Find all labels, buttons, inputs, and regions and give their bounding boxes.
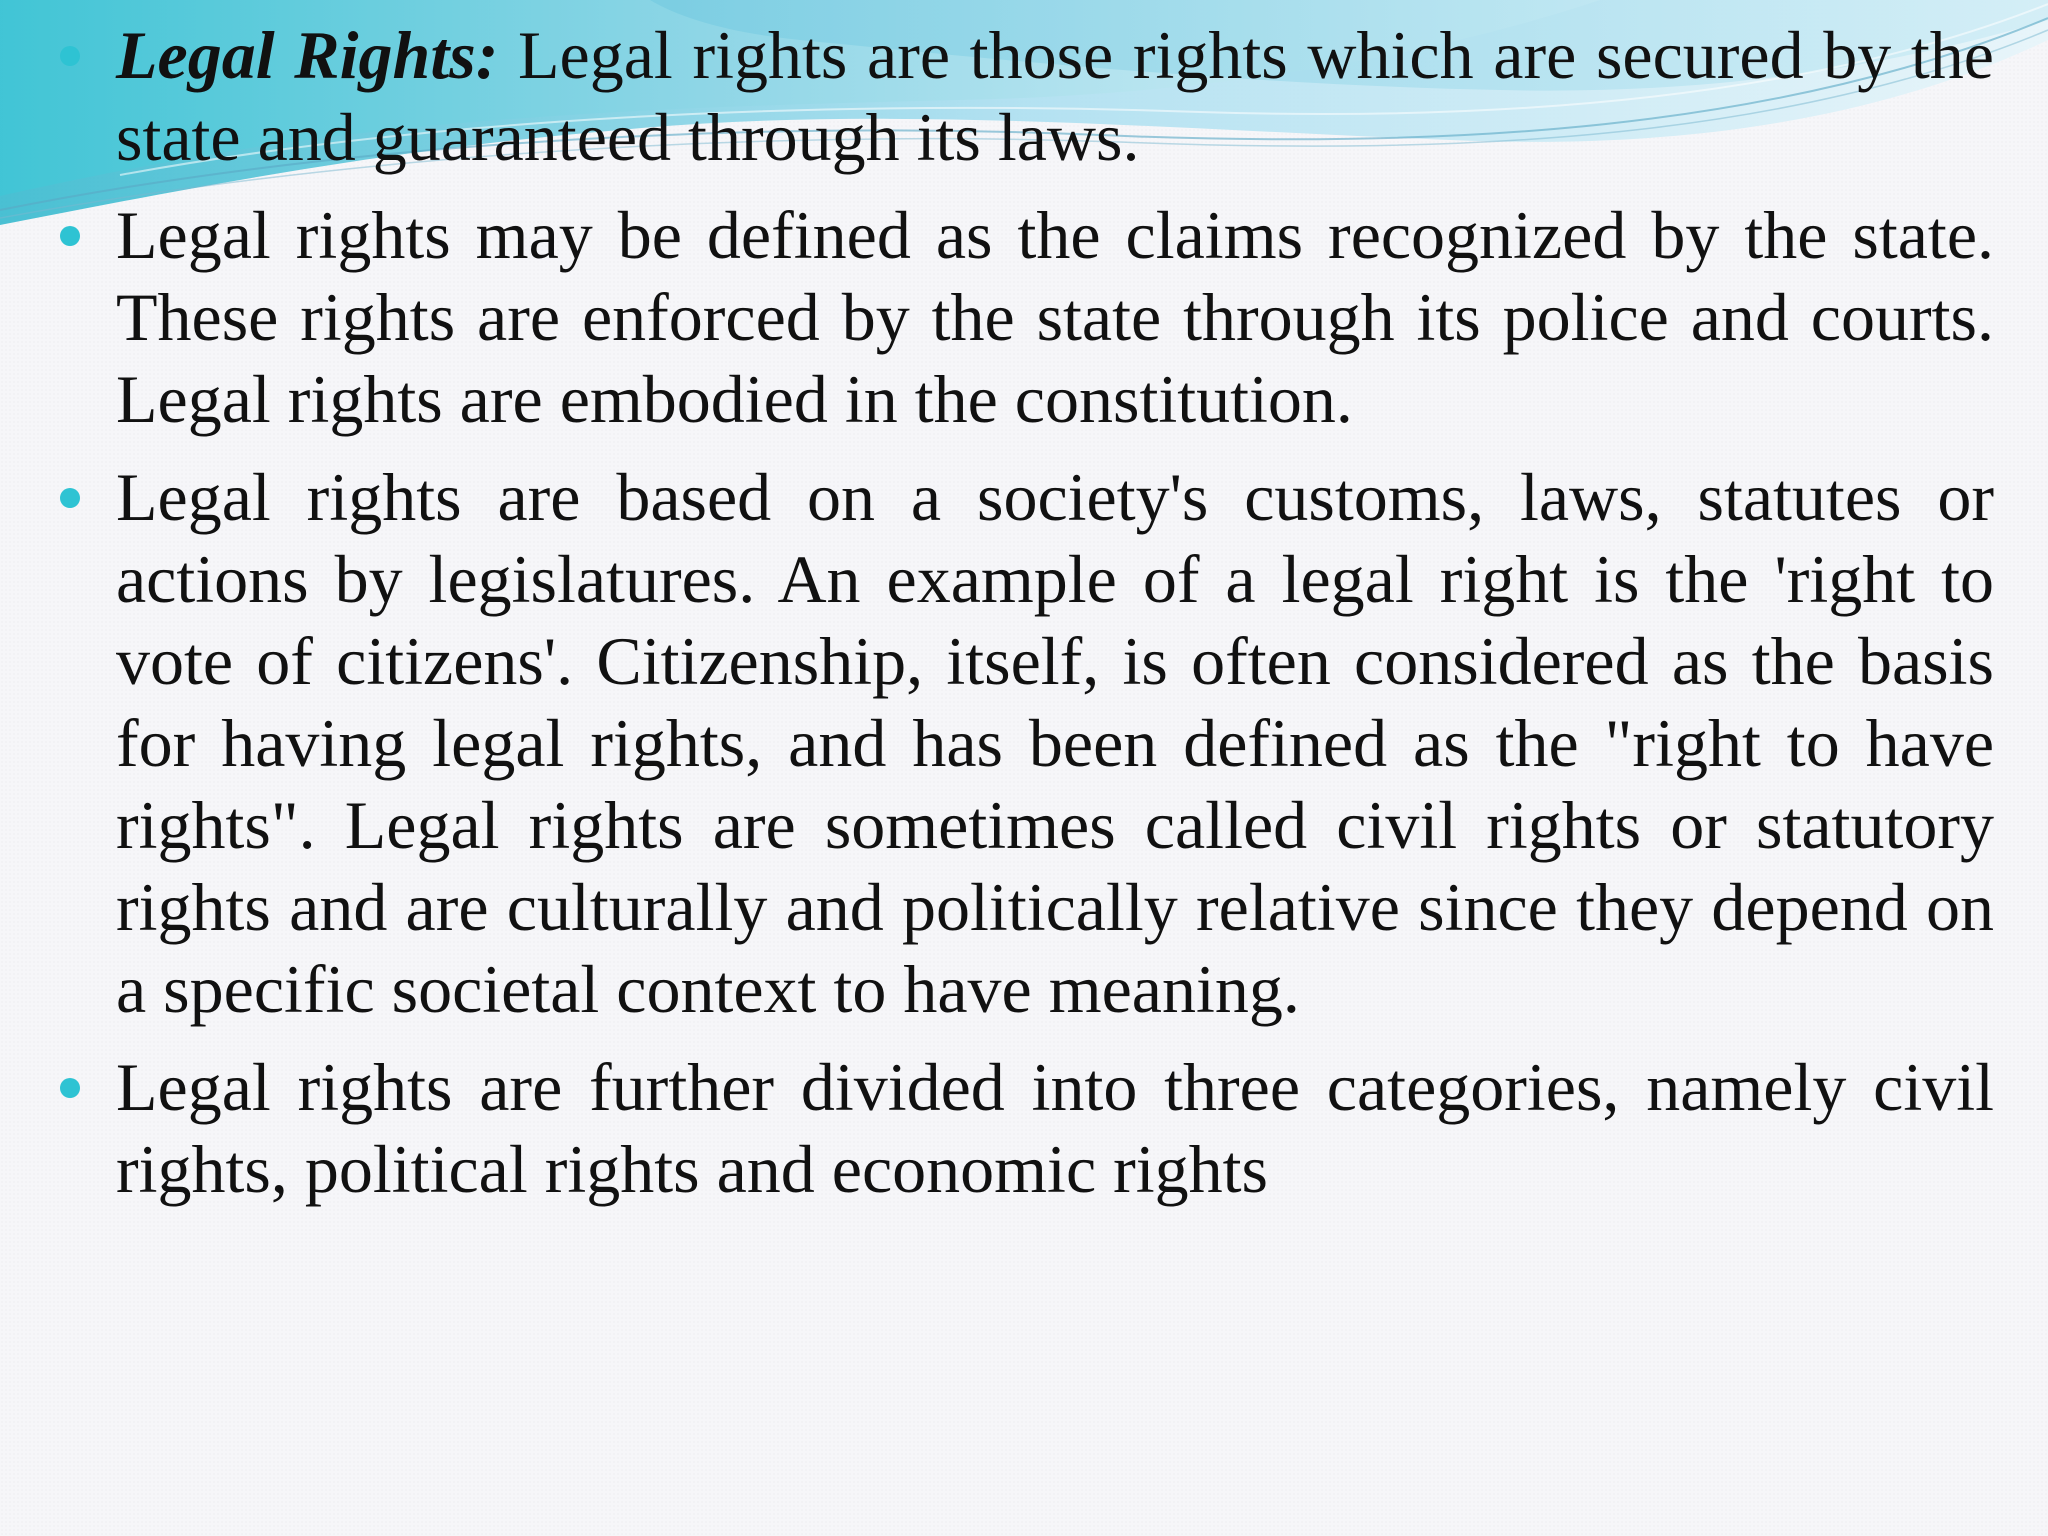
bullet-dot-icon bbox=[60, 488, 80, 508]
bullet-dot-icon bbox=[60, 46, 80, 66]
bullet-list bbox=[56, 14, 1994, 1210]
bullet-dot-icon bbox=[60, 1078, 80, 1098]
bullet-text: Legal rights are those rights which are secured by the state and guaranteed through its laws. bbox=[116, 17, 1994, 175]
bullet-text: Legal rights may be defined as the claims recognized by the state. These rights are enforced by the state through its police and courts. Legal rights are embodied in the constitution. bbox=[116, 197, 1994, 437]
bullet-text: Legal rights are further divided into three categories, namely civil rights, political rights and economic rights bbox=[116, 1049, 1994, 1207]
slide-content bbox=[56, 14, 1994, 1226]
bullet-text: Legal rights are based on a society's customs, laws, statutes or actions by legislatures. An example of a legal right is the 'right to vote of citizens'. Citizenship, itself, is often considered as the basis for having legal rights, and has been defined as the "right to have rights". Legal rights are sometimes called civil rights or statutory rights and are culturally and politically relative since they depend on a specific societal context to have meaning. bbox=[116, 459, 1994, 1027]
bullet-item-three-categories bbox=[56, 1046, 1994, 1210]
bullet-item-based-on-customs bbox=[56, 456, 1994, 1030]
bullet-lead-term: Legal Rights: bbox=[116, 17, 499, 93]
bullet-item-legal-rights-definition bbox=[56, 14, 1994, 178]
bullet-dot-icon bbox=[60, 226, 80, 246]
bullet-item-claims-recognized bbox=[56, 194, 1994, 440]
